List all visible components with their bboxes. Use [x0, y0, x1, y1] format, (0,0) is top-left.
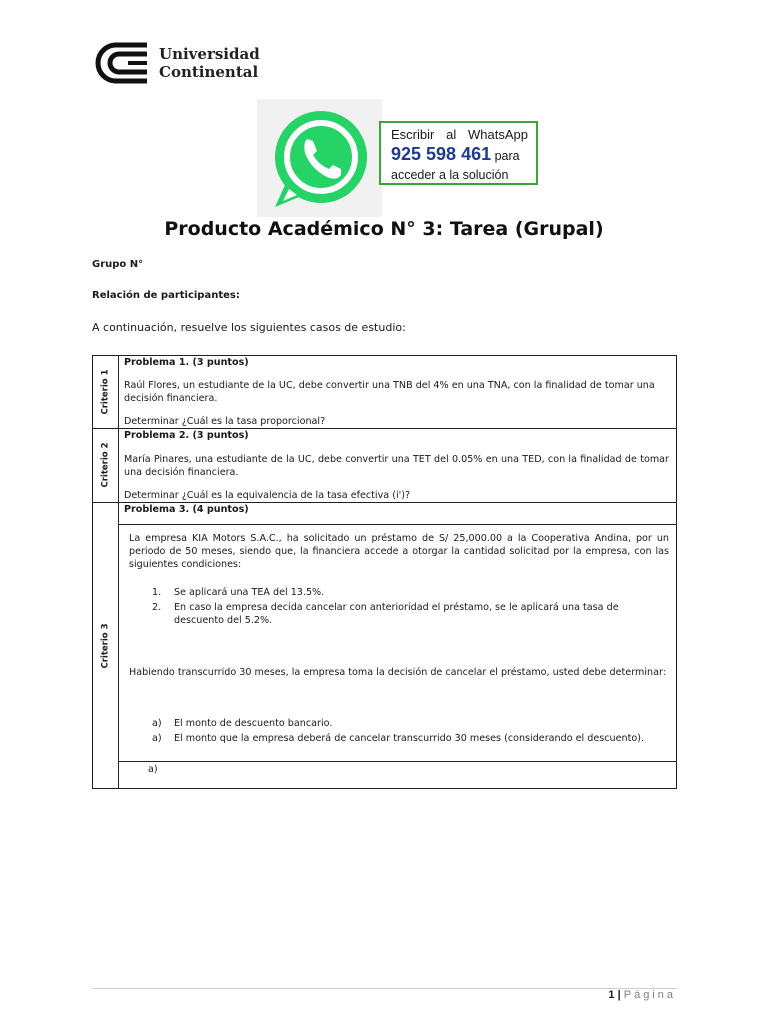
footer-divider: [92, 988, 677, 989]
problem-3-question-2-text: El monto que la empresa deberá de cancelar transcurrido 30 meses (considerando el descuento).: [174, 733, 644, 744]
intro-text: A continuación, resuelve los siguientes casos de estudio:: [92, 321, 406, 334]
university-logo-icon: [92, 42, 150, 84]
problem-3-heading: Problema 3. (4 puntos): [124, 504, 249, 515]
problem-2-heading: Problema 2. (3 puntos): [124, 430, 249, 441]
problem-3-item-1-text: Se aplicará una TEA del 13.5%.: [174, 587, 325, 598]
page-title: Producto Académico N° 3: Tarea (Grupal): [164, 218, 604, 240]
problem-3-item-2-num: 2.: [152, 602, 162, 613]
page-number: 1: [608, 989, 615, 1001]
university-logo-text: [159, 45, 260, 81]
criterion-2-cell: [92, 428, 118, 502]
participantes-label: Relación de participantes:: [92, 290, 240, 301]
problem-3-question-1-text: El monto de descuento bancario.: [174, 718, 333, 729]
problem-3-question-2-num: a): [152, 733, 162, 744]
wa-text-acceder: acceder a la solución: [391, 168, 509, 182]
wa-text-escribir: Escribir: [391, 127, 435, 142]
problem-3-item-1-num: 1.: [152, 587, 162, 598]
wa-text-whatsapp: WhatsApp: [468, 127, 528, 142]
logo-line1: Universidad: [159, 45, 260, 63]
problem-3-answer-label: a): [148, 764, 158, 775]
criterion-3-label: Criterio 3: [100, 623, 110, 668]
problem-3-body: La empresa KIA Motors S.A.C., ha solicitado un préstamo de S/ 25,000.00 a la Cooperativa Andina, por un periodo de 50 meses, siendo que, la financiera accede a otorgar la cantidad solicitad por la empresa, con las siguientes condiciones:: [129, 533, 669, 570]
problem-1-question: Determinar ¿Cuál es la tasa proporcional?: [124, 416, 326, 427]
footer-separator: |: [617, 989, 621, 1001]
whatsapp-callout[interactable]: [379, 121, 538, 185]
table-divider-vertical: [118, 355, 119, 789]
criterion-1-label: Criterio 1: [100, 369, 110, 414]
problem-2-question: Determinar ¿Cuál es la equivalencia de la tasa efectiva (i')?: [124, 490, 411, 501]
problem-1-heading: Problema 1. (3 puntos): [124, 357, 249, 368]
table-divider-p3-heading: [118, 524, 677, 525]
criterion-1-cell: [92, 355, 118, 428]
problem-2-body: María Pinares, una estudiante de la UC, debe convertir una TET del 0.05% en una TED, con la finalidad de tomar una decisión financiera.: [124, 454, 669, 478]
criterion-2-label: Criterio 2: [100, 442, 110, 488]
logo-line2: Continental: [159, 63, 259, 81]
criterion-3-cell: [92, 502, 118, 789]
wa-phone-number[interactable]: 925 598 461: [391, 144, 492, 164]
problem-3-question-1-num: a): [152, 718, 162, 729]
table-divider-p3-answer: [118, 761, 677, 762]
wa-text-para: para: [494, 149, 520, 163]
problem-3-statement: Habiendo transcurrido 30 meses, la empresa toma la decisión de cancelar el préstamo, usted debe determinar:: [129, 667, 666, 678]
grupo-label: Grupo N°: [92, 259, 144, 270]
whatsapp-banner[interactable]: [257, 99, 382, 217]
problem-1-body: Raúl Flores, un estudiante de la UC, debe convertir una TNB del 4% en una TNA, con la finalidad de tomar una decisión financiera.: [124, 380, 655, 404]
wa-text-al: al: [446, 127, 457, 142]
whatsapp-icon: [257, 99, 382, 217]
problem-3-item-2-text: En caso la empresa decida cancelar con anterioridad el préstamo, se le aplicará una tasa de descuento del 5.2%.: [174, 602, 619, 626]
footer-page-word: Página: [623, 989, 676, 1001]
page-footer: [608, 989, 676, 1001]
